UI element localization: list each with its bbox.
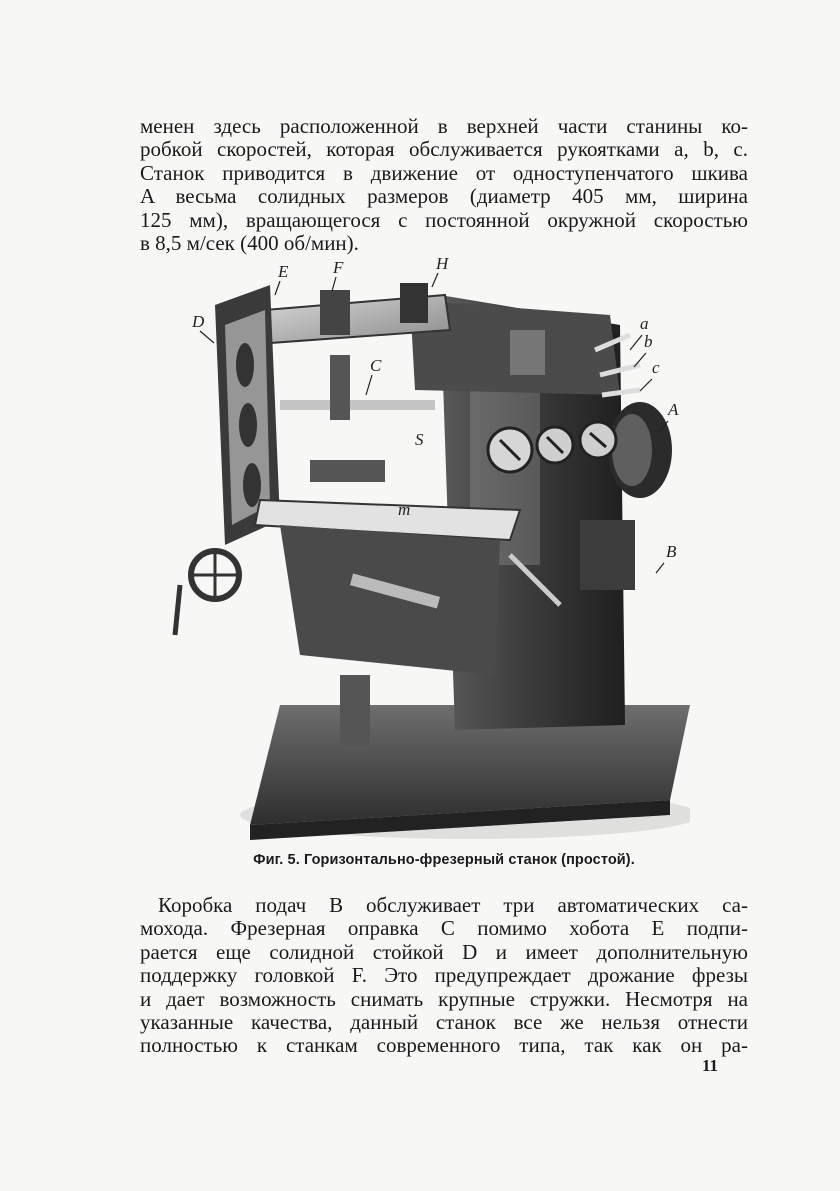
arbor-support <box>330 355 350 420</box>
paragraph-top <box>140 115 748 255</box>
text-line: указанные качества, данный станок все же нельзя отнести <box>140 1010 748 1035</box>
text-line: Станок приводится в движение от одноступенчатого шкива <box>140 160 748 185</box>
label-a-lower: a <box>640 314 649 333</box>
text-line: и дает возможность снимать крупные стружки. Несмотря на <box>140 986 748 1011</box>
pulley-a-face <box>612 414 652 486</box>
label-h: H <box>436 255 449 273</box>
label-e: E <box>278 262 289 281</box>
label-b-lower: b <box>644 332 653 351</box>
paragraph-bottom <box>140 894 748 1058</box>
label-m: m <box>398 500 411 519</box>
label-d: D <box>192 312 205 331</box>
label-c-upper: C <box>370 356 382 375</box>
handwheel-crank <box>175 585 180 635</box>
text-line: робкой скоростей, которая обслуживается рукоятками a, b, c. <box>140 137 748 162</box>
text-line: рается еще солидной стойкой D и имеет дополнительную <box>140 939 748 964</box>
text-line: полностью к станкам современного типа, так как он ра- <box>140 1033 748 1058</box>
label-s: S <box>415 430 424 449</box>
text-line: поддержку головкой F. Это предупреждает дрожание фрезы <box>140 963 748 988</box>
text-line: менен здесь расположенной в верхней части станины ко- <box>140 114 748 138</box>
gearbox-plate <box>510 330 545 375</box>
label-a-upper: A <box>668 400 679 419</box>
label-c-lower: c <box>652 358 660 377</box>
text-line: мохода. Фрезерная оправка C помимо хобота E подпи- <box>140 916 748 941</box>
collar-h <box>400 283 428 323</box>
page-number: 11 <box>702 1056 719 1075</box>
text-line: A весьма солидных размеров (диаметр 405 мм, ширина <box>140 184 748 209</box>
label-b-upper: B <box>666 542 677 561</box>
label-f: F <box>333 258 344 277</box>
feed-box-b <box>580 520 635 590</box>
elevating-screw <box>340 675 370 745</box>
figure-caption: Фиг. 5. Горизонтально-фрезерный станок (простой). <box>253 852 635 868</box>
text-line: Коробка подач B обслуживает три автоматических са- <box>158 893 748 917</box>
head-f <box>320 290 350 335</box>
milling-machine-illustration <box>170 255 690 845</box>
text-line: 125 мм), вращающегося с постоянной окружной скоростью <box>140 207 748 232</box>
milling-machine-figure <box>170 255 690 845</box>
vise <box>310 460 385 482</box>
knee <box>280 525 500 675</box>
text-line: в 8,5 м/сек (400 об/мин). <box>140 231 359 256</box>
